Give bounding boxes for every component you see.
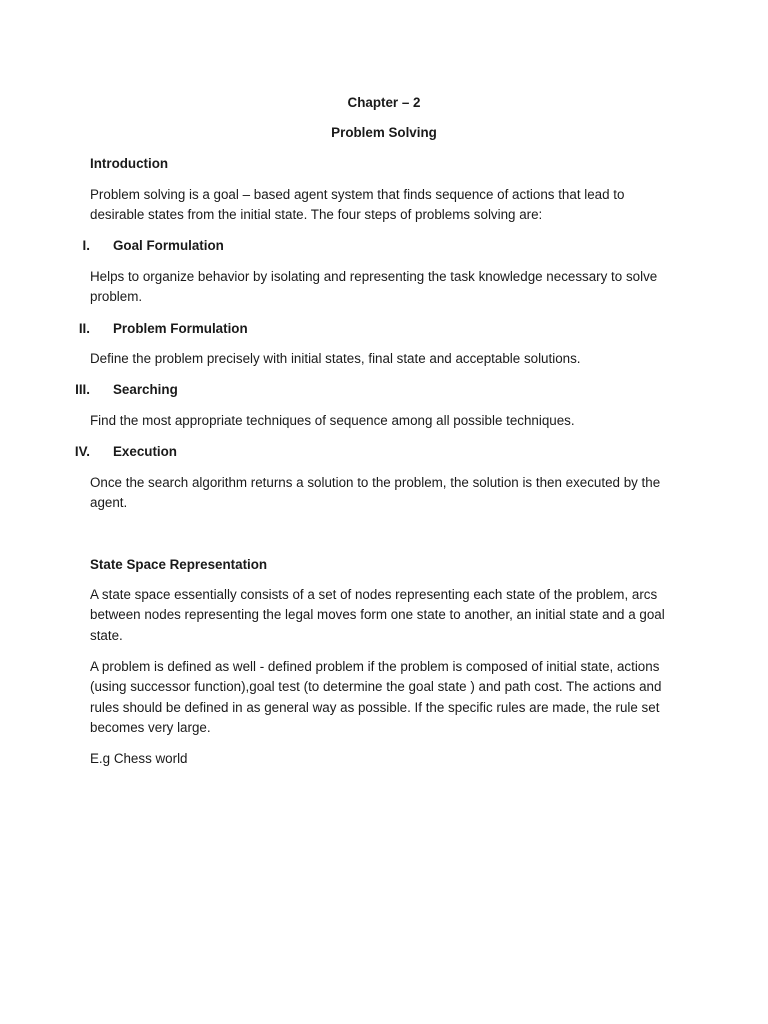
state-space-paragraph: A state space essentially consists of a set of nodes representing each state of the problem, arcs between nodes representing the legal moves form one state to another, an initial state and a goal state. (90, 587, 665, 643)
step-1-text: Helps to organize behavior by isolating and representing the task knowledge necessary to solve problem. (90, 269, 658, 305)
step-4-title: Execution (113, 444, 177, 459)
state-space-heading: State Space Representation (90, 557, 268, 572)
chapter-heading: Chapter – 2 (347, 95, 421, 110)
step-2-text: Define the problem precisely with initial states, final state and acceptable solutions. (90, 351, 581, 366)
step-4-numeral: IV. (74, 444, 90, 459)
page-title: Problem Solving (331, 125, 437, 140)
step-1-numeral: I. (82, 238, 90, 253)
step-3-numeral: III. (75, 382, 90, 397)
step-1-title: Goal Formulation (113, 238, 224, 253)
step-2-title: Problem Formulation (113, 321, 248, 336)
step-4-text: Once the search algorithm returns a solution to the problem, the solution is then executed by the agent. (90, 475, 661, 511)
step-3-title: Searching (113, 382, 178, 397)
step-2-numeral: II. (78, 321, 90, 336)
intro-heading: Introduction (90, 156, 169, 171)
step-3-text: Find the most appropriate techniques of sequence among all possible techniques. (90, 413, 575, 428)
problem-definition-paragraph: A problem is defined as well - defined problem if the problem is composed of initial state, actions (using successor function),goal test (to determine the goal state ) and path cost. The actions and rules should be defined in as general way as possible. If the specific rules are made, the rule set becomes very large. (90, 659, 662, 736)
example-text: E.g Chess world (90, 751, 188, 766)
intro-paragraph: Problem solving is a goal – based agent system that finds sequence of actions that lead to desirable states from the initial state. The four steps of problems solving are: (90, 187, 625, 223)
